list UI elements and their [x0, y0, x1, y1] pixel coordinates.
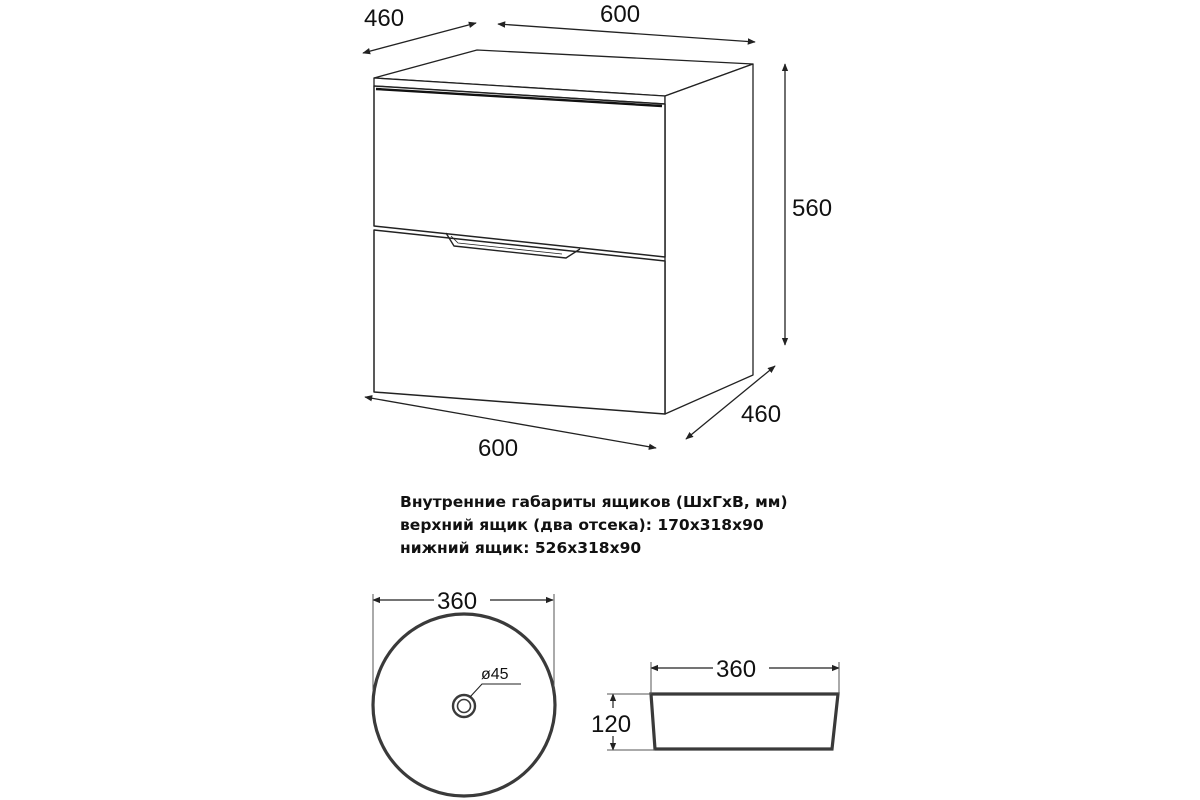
top-depth-label: 460	[364, 5, 405, 32]
bottom-width-label: 600	[478, 435, 519, 462]
drain-leader-line	[470, 684, 521, 697]
cabinet-side-panel	[665, 64, 753, 414]
drain-diameter-label: ø45	[481, 666, 509, 683]
top-width-label: 600	[600, 1, 641, 28]
basin-outer-rim	[373, 614, 555, 796]
upper-drawer-front	[374, 86, 665, 257]
side-height-label: 120	[591, 711, 632, 738]
drain-outer	[453, 695, 475, 717]
notes-upper-drawer: верхний ящик (два отсека): 170х318х90	[400, 516, 764, 534]
drawer-dimensions-notes	[400, 491, 920, 560]
lower-drawer-front	[374, 230, 665, 414]
basin-diameter-label: 360	[437, 588, 478, 615]
notes-title: Внутренние габариты ящиков (ШхГхВ, мм)	[400, 493, 788, 511]
basin-top-view	[373, 594, 555, 796]
height-label: 560	[792, 195, 833, 222]
cabinet	[374, 50, 753, 414]
side-width-label: 360	[716, 656, 757, 683]
basin-side-profile	[651, 694, 838, 749]
notes-lower-drawer: нижний ящик: 526х318х90	[400, 539, 642, 557]
drain-inner	[458, 700, 471, 713]
bottom-depth-label: 460	[741, 401, 782, 428]
